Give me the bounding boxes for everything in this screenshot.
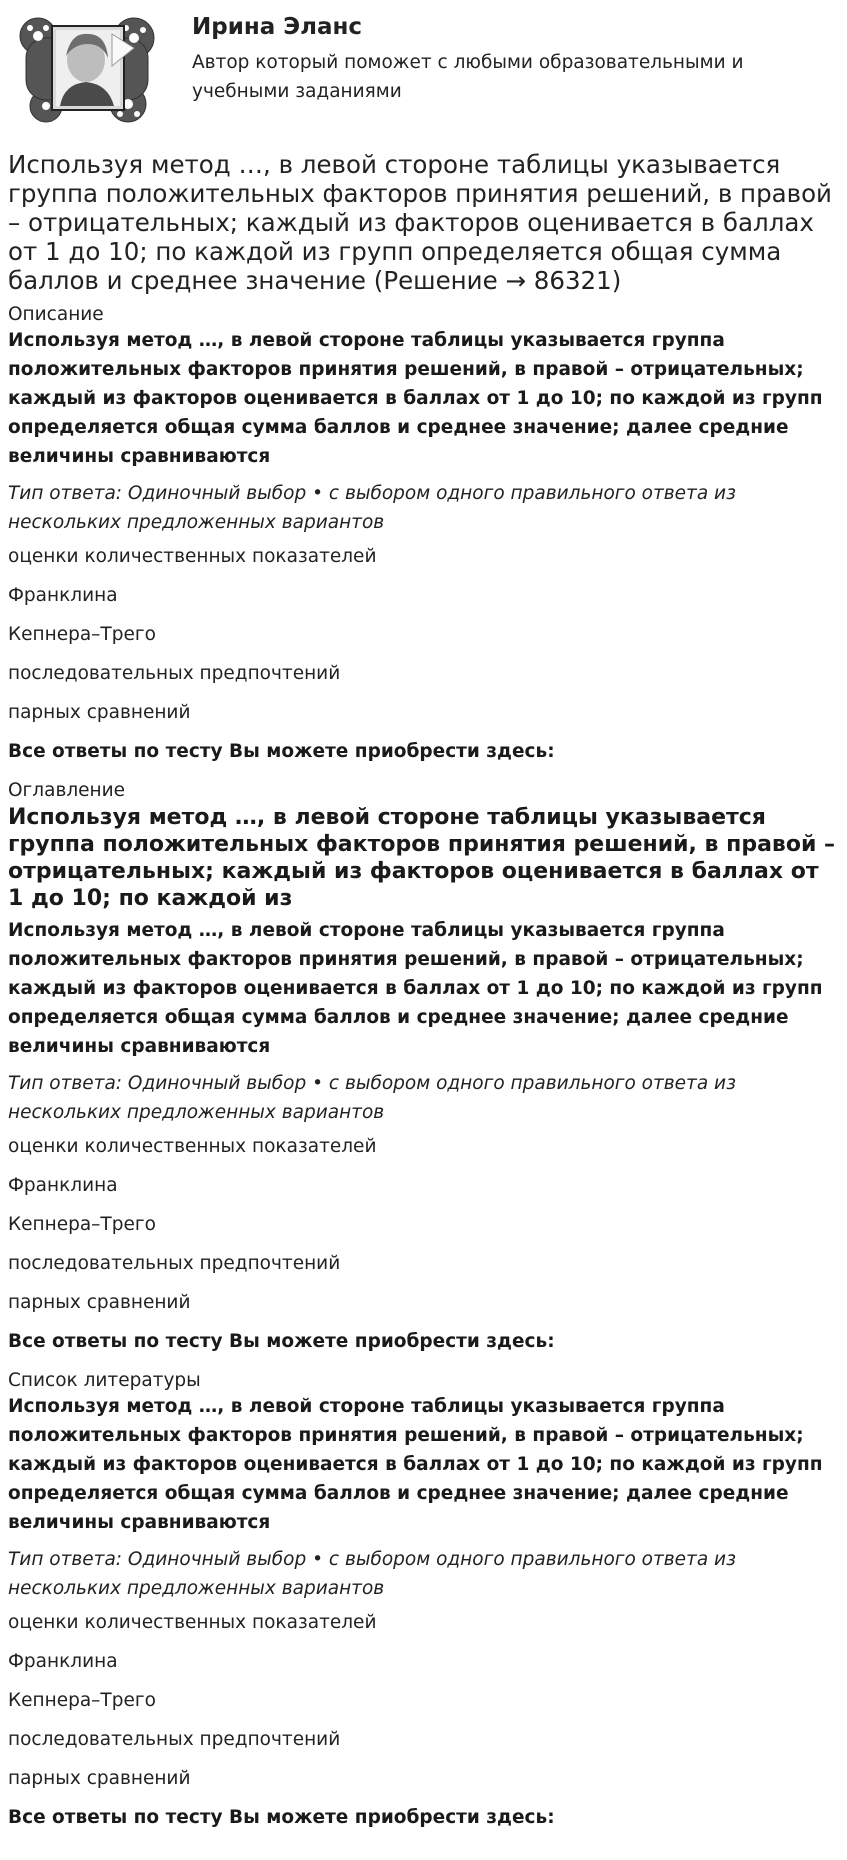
section-contents bbox=[8, 779, 839, 1353]
answer-type: Тип ответа: Одиночный выбор • с выбором одного правильного ответа из нескольких предложенных вариантов bbox=[8, 483, 736, 533]
answer-option: оценки количественных показателей bbox=[8, 546, 377, 567]
answer-option: Кепнера–Трего bbox=[8, 1214, 156, 1235]
author-description: Автор который поможет с любыми образовательными и учебными заданиями bbox=[192, 52, 744, 102]
answer-option: Франклина bbox=[8, 585, 118, 606]
section-description bbox=[8, 303, 839, 763]
section-label: Описание bbox=[8, 304, 104, 325]
answer-option: последовательных предпочтений bbox=[8, 663, 341, 684]
section-label: Оглавление bbox=[8, 780, 126, 801]
buy-answers-note: Все ответы по тесту Вы можете приобрести здесь: bbox=[8, 741, 555, 762]
answer-option: парных сравнений bbox=[8, 1292, 191, 1313]
page-title: Используя метод …, в левой стороне таблицы указывается группа положительных факторов принятия решений, в правой – отрицательных; каждый из факторов оценивается в баллах от 1 до 10; по каждой из групп определяется общая сумма баллов и среднее значение (Решение → 86321) bbox=[8, 150, 832, 295]
author-avatar-icon bbox=[16, 8, 158, 128]
author-name: Ирина Эланс bbox=[192, 14, 363, 40]
buy-answers-note: Все ответы по тесту Вы можете приобрести здесь: bbox=[8, 1807, 555, 1828]
answer-option: Кепнера–Трего bbox=[8, 1690, 156, 1711]
answer-option: Франклина bbox=[8, 1175, 118, 1196]
answer-option: оценки количественных показателей bbox=[8, 1136, 377, 1157]
author-block bbox=[8, 0, 839, 138]
section-heading: Используя метод …, в левой стороне таблицы указывается группа положительных факторов принятия решений, в правой – отрицательных; каждый из факторов оценивается в баллах от 1 до 10; по каждой из bbox=[8, 805, 836, 911]
section-references bbox=[8, 1369, 839, 1829]
section-label: Список литературы bbox=[8, 1370, 201, 1391]
question-text: Используя метод …, в левой стороне таблицы указывается группа положительных факторов принятия решений, в правой – отрицательных; каждый из факторов оценивается в баллах от 1 до 10; по каждой из групп определяется общая сумма баллов и среднее значение; далее средние величины сравниваются bbox=[8, 1396, 823, 1533]
answer-option: Кепнера–Трего bbox=[8, 624, 156, 645]
answer-type: Тип ответа: Одиночный выбор • с выбором одного правильного ответа из нескольких предложенных вариантов bbox=[8, 1073, 736, 1123]
answer-option: последовательных предпочтений bbox=[8, 1253, 341, 1274]
question-text: Используя метод …, в левой стороне таблицы указывается группа положительных факторов принятия решений, в правой – отрицательных; каждый из факторов оценивается в баллах от 1 до 10; по каждой из групп определяется общая сумма баллов и среднее значение; далее средние величины сравниваются bbox=[8, 330, 823, 467]
buy-answers-note: Все ответы по тесту Вы можете приобрести здесь: bbox=[8, 1331, 555, 1352]
answer-option: парных сравнений bbox=[8, 1768, 191, 1789]
answer-option: оценки количественных показателей bbox=[8, 1612, 377, 1633]
answer-type: Тип ответа: Одиночный выбор • с выбором одного правильного ответа из нескольких предложенных вариантов bbox=[8, 1549, 736, 1599]
answer-option: Франклина bbox=[8, 1651, 118, 1672]
answer-option: парных сравнений bbox=[8, 702, 191, 723]
question-text: Используя метод …, в левой стороне таблицы указывается группа положительных факторов принятия решений, в правой – отрицательных; каждый из факторов оценивается в баллах от 1 до 10; по каждой из групп определяется общая сумма баллов и среднее значение; далее средние величины сравниваются bbox=[8, 920, 823, 1057]
answer-option: последовательных предпочтений bbox=[8, 1729, 341, 1750]
